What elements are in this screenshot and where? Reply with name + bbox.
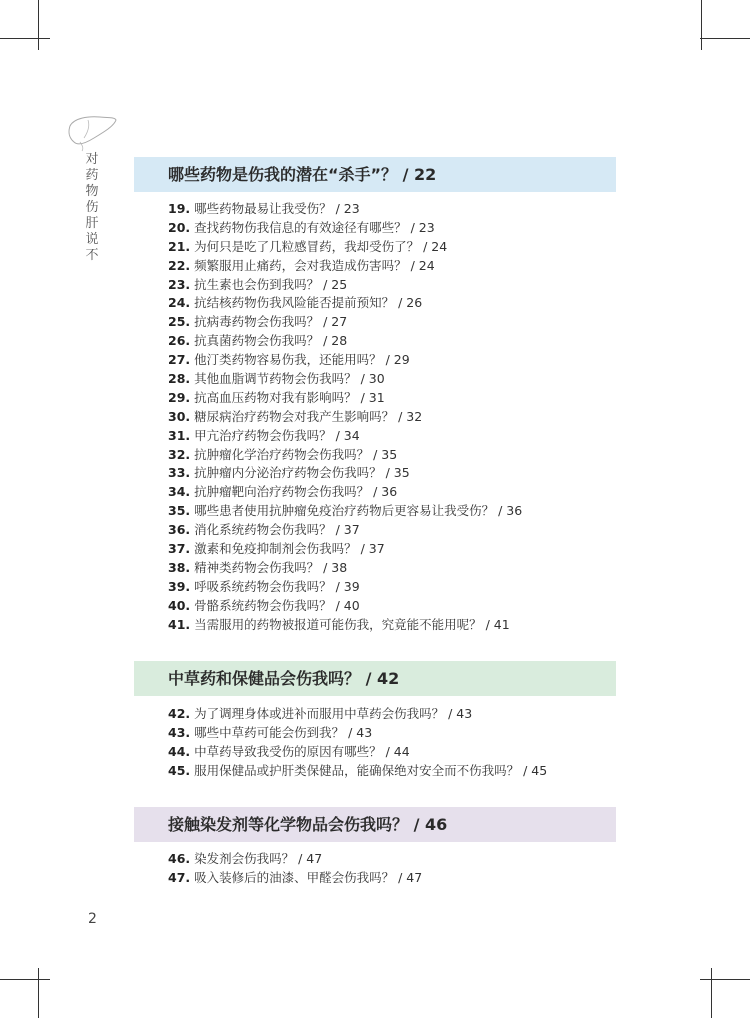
crop-mark	[38, 968, 39, 1018]
item-text: 抗生素也会伤到我吗？ / 25	[194, 276, 348, 292]
item-number: 19.	[168, 201, 191, 216]
item-number: 35.	[168, 503, 191, 519]
crop-mark	[0, 979, 50, 980]
item-number: 31.	[168, 427, 191, 443]
crop-mark	[700, 979, 750, 980]
item-text: 激素和免疫抑制剂会伤我吗？ / 37	[194, 541, 385, 557]
item-number: 44.	[168, 743, 191, 759]
toc-item[interactable]	[168, 850, 422, 869]
item-number: 20.	[168, 219, 191, 235]
item-text: 他汀类药物容易伤我，还能用吗？ / 29	[194, 352, 410, 368]
toc-item[interactable]	[168, 540, 522, 559]
item-text: 糖尿病治疗药物会对我产生影响吗？ / 32	[194, 408, 423, 424]
item-text: 骨骼系统药物会伤我吗？ / 40	[194, 597, 360, 613]
toc-list	[168, 705, 547, 781]
section-header[interactable]: 中草药和保健品会伤我吗？ / 42	[134, 661, 616, 696]
item-number: 47.	[168, 869, 191, 885]
toc-item[interactable]	[168, 762, 547, 781]
item-text: 抗肿瘤靶向治疗药物会伤我吗？ / 36	[194, 484, 398, 500]
item-text: 中草药导致我受伤的原因有哪些？ / 44	[194, 743, 410, 759]
item-number: 23.	[168, 276, 191, 292]
item-number: 21.	[168, 238, 191, 254]
toc-item[interactable]	[168, 313, 522, 332]
toc-item[interactable]	[168, 597, 522, 616]
toc-item[interactable]	[168, 200, 522, 219]
toc-item[interactable]	[168, 446, 522, 465]
toc-item[interactable]	[168, 294, 522, 313]
section-header[interactable]: 接触染发剂等化学物品会伤我吗？ / 46	[134, 807, 616, 842]
item-number: 46.	[168, 851, 191, 866]
item-number: 34.	[168, 484, 191, 500]
toc-item[interactable]	[168, 705, 547, 724]
crop-mark	[711, 968, 712, 1018]
toc-item[interactable]	[168, 464, 522, 483]
book-side-title: 对药物伤肝说不	[85, 152, 99, 263]
item-text: 消化系统药物会伤我吗？ / 37	[194, 522, 360, 538]
section-header[interactable]: 哪些药物是伤我的潜在“杀手”？ / 22	[134, 157, 616, 192]
item-number: 37.	[168, 541, 191, 557]
toc-item[interactable]	[168, 502, 522, 521]
item-text: 为何只是吃了几粒感冒药，我却受伤了？ / 24	[194, 238, 448, 254]
toc-item[interactable]	[168, 276, 522, 295]
item-text: 为了调理身体或进补而服用中草药会伤我吗？ / 43	[194, 706, 473, 721]
item-text: 抗真菌药物会伤我吗？ / 28	[194, 333, 348, 349]
toc-item[interactable]	[168, 616, 522, 635]
item-number: 29.	[168, 389, 191, 405]
item-text: 抗肿瘤化学治疗药物会伤我吗？ / 35	[194, 446, 398, 462]
toc-item[interactable]	[168, 521, 522, 540]
item-text: 染发剂会伤我吗？ / 47	[194, 851, 323, 866]
item-text: 其他血脂调节药物会伤我吗？ / 30	[194, 371, 385, 387]
toc-item[interactable]	[168, 578, 522, 597]
page-number: 2	[88, 911, 97, 927]
item-number: 28.	[168, 371, 191, 387]
item-text: 抗结核药物伤我风险能否提前预知？ / 26	[194, 295, 423, 311]
item-text: 当需服用的药物被报道可能伤我，究竟能不能用呢？ / 41	[194, 616, 510, 632]
item-text: 精神类药物会伤我吗？ / 38	[194, 559, 348, 575]
item-number: 38.	[168, 559, 191, 575]
toc-item[interactable]	[168, 370, 522, 389]
item-number: 30.	[168, 408, 191, 424]
item-text: 甲亢治疗药物会伤我吗？ / 34	[194, 427, 360, 443]
toc-item[interactable]	[168, 351, 522, 370]
crop-mark	[0, 38, 50, 39]
liver-icon	[66, 112, 118, 152]
toc-list	[168, 200, 522, 634]
item-text: 抗肿瘤内分泌治疗药物会伤我吗？ / 35	[194, 465, 410, 481]
toc-item[interactable]	[168, 219, 522, 238]
item-text: 服用保健品或护肝类保健品，能确保绝对安全而不伤我吗？ / 45	[194, 762, 548, 778]
toc-item[interactable]	[168, 869, 422, 888]
toc-item[interactable]	[168, 427, 522, 446]
toc-item[interactable]	[168, 389, 522, 408]
item-text: 抗高血压药物对我有影响吗？ / 31	[194, 389, 385, 405]
item-text: 抗病毒药物会伤我吗？ / 27	[194, 314, 348, 330]
item-number: 42.	[168, 706, 191, 721]
item-number: 25.	[168, 314, 191, 330]
toc-item[interactable]	[168, 238, 522, 257]
item-number: 43.	[168, 724, 191, 740]
toc-item[interactable]	[168, 332, 522, 351]
item-text: 哪些患者使用抗肿瘤免疫治疗药物后更容易让我受伤？ / 36	[194, 503, 523, 519]
item-number: 33.	[168, 465, 191, 481]
crop-mark	[38, 0, 39, 50]
item-text: 呼吸系统药物会伤我吗？ / 39	[194, 578, 360, 594]
item-number: 22.	[168, 257, 191, 273]
item-text: 吸入装修后的油漆、甲醛会伤我吗？ / 47	[194, 869, 423, 885]
item-text: 哪些药物最易让我受伤？ / 23	[194, 201, 360, 216]
item-number: 24.	[168, 295, 191, 311]
item-text: 频繁服用止痛药，会对我造成伤害吗？ / 24	[194, 257, 435, 273]
item-number: 45.	[168, 762, 191, 778]
toc-item[interactable]	[168, 483, 522, 502]
toc-item[interactable]	[168, 408, 522, 427]
item-number: 26.	[168, 333, 191, 349]
crop-mark	[700, 38, 750, 39]
item-number: 27.	[168, 352, 191, 368]
toc-item[interactable]	[168, 559, 522, 578]
crop-mark	[701, 0, 702, 50]
item-number: 32.	[168, 446, 191, 462]
toc-list	[168, 850, 422, 888]
item-number: 41.	[168, 616, 191, 632]
item-text: 哪些中草药可能会伤到我？ / 43	[194, 724, 373, 740]
item-text: 查找药物伤我信息的有效途径有哪些？ / 23	[194, 219, 435, 235]
item-number: 40.	[168, 597, 191, 613]
item-number: 36.	[168, 522, 191, 538]
toc-item[interactable]	[168, 724, 547, 743]
item-number: 39.	[168, 578, 191, 594]
toc-item[interactable]	[168, 257, 522, 276]
toc-item[interactable]	[168, 743, 547, 762]
